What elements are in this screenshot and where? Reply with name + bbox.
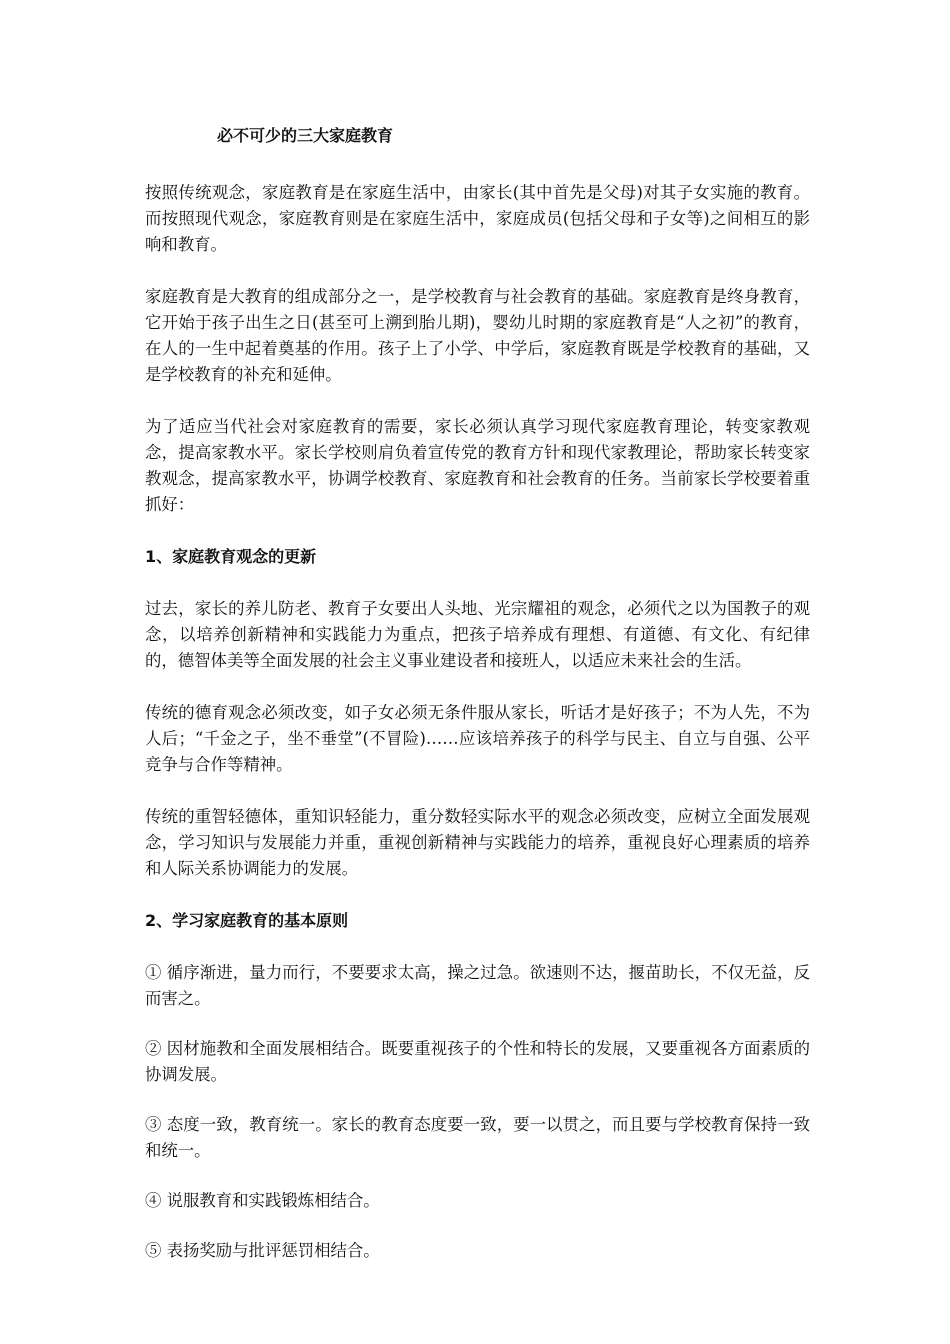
intro-paragraph-2: 家庭教育是大教育的组成部分之一，是学校教育与社会教育的基础。家庭教育是终身教育，它开始于孩子出生之日(甚至可上溯到胎儿期)，婴幼儿时期的家庭教育是“人之初”的教育，在人的一生中起着奠基的作用。孩子上了小学、中学后，家庭教育既是学校教育的基础，又是学校教育的补充和延伸。	[145, 287, 810, 384]
document-title: 必不可少的三大家庭教育	[217, 126, 394, 145]
section-2-heading: 2、学习家庭教育的基本原则	[145, 911, 349, 930]
principle-item-2: ② 因材施教和全面发展相结合。既要重视孩子的个性和特长的发展，又要重视各方面素质的协调发展。	[145, 1039, 810, 1084]
section-1-paragraph-2: 传统的德育观念必须改变，如子女必须无条件服从家长，听话才是好孩子；不为人先，不为人后；“千金之子，坐不垂堂”(不冒险)……应该培养孩子的科学与民主、自立与自强、公平竞争与合作等精神。	[145, 703, 810, 774]
principle-item-1: ① 循序渐进，量力而行，不要要求太高，操之过急。欲速则不达，揠苗助长，不仅无益，反而害之。	[145, 963, 810, 1008]
section-1-paragraph-3: 传统的重智轻德体，重知识轻能力，重分数轻实际水平的观念必须改变，应树立全面发展观念，学习知识与发展能力并重，重视创新精神与实践能力的培养，重视良好心理素质的培养和人际关系协调能力的发展。	[145, 807, 810, 878]
intro-paragraph-3: 为了适应当代社会对家庭教育的需要，家长必须认真学习现代家庭教育理论，转变家教观念，提高家教水平。家长学校则肩负着宣传党的教育方针和现代家教理论，帮助家长转变家教观念，提高家教水平，协调学校教育、家庭教育和社会教育的任务。当前家长学校要着重抓好：	[145, 417, 810, 514]
principle-item-4: ④ 说服教育和实践锻炼相结合。	[145, 1191, 380, 1210]
intro-paragraph-1: 按照传统观念，家庭教育是在家庭生活中，由家长(其中首先是父母)对其子女实施的教育。而按照现代观念，家庭教育则是在家庭生活中，家庭成员(包括父母和子女等)之间相互的影响和教育。	[145, 183, 810, 254]
document-page	[145, 118, 810, 1288]
principle-item-5: ⑤ 表扬奖励与批评惩罚相结合。	[145, 1241, 380, 1260]
section-1-paragraph-1: 过去，家长的养儿防老、教育子女要出人头地、光宗耀祖的观念，必须代之以为国教子的观念，以培养创新精神和实践能力为重点，把孩子培养成有理想、有道德、有文化、有纪律的，德智体美等全面发展的社会主义事业建设者和接班人，以适应未来社会的生活。	[145, 599, 810, 670]
section-1-heading: 1、家庭教育观念的更新	[145, 547, 317, 566]
principle-item-3: ③ 态度一致，教育统一。家长的教育态度要一致，要一以贯之，而且要与学校教育保持一致和统一。	[145, 1115, 810, 1160]
